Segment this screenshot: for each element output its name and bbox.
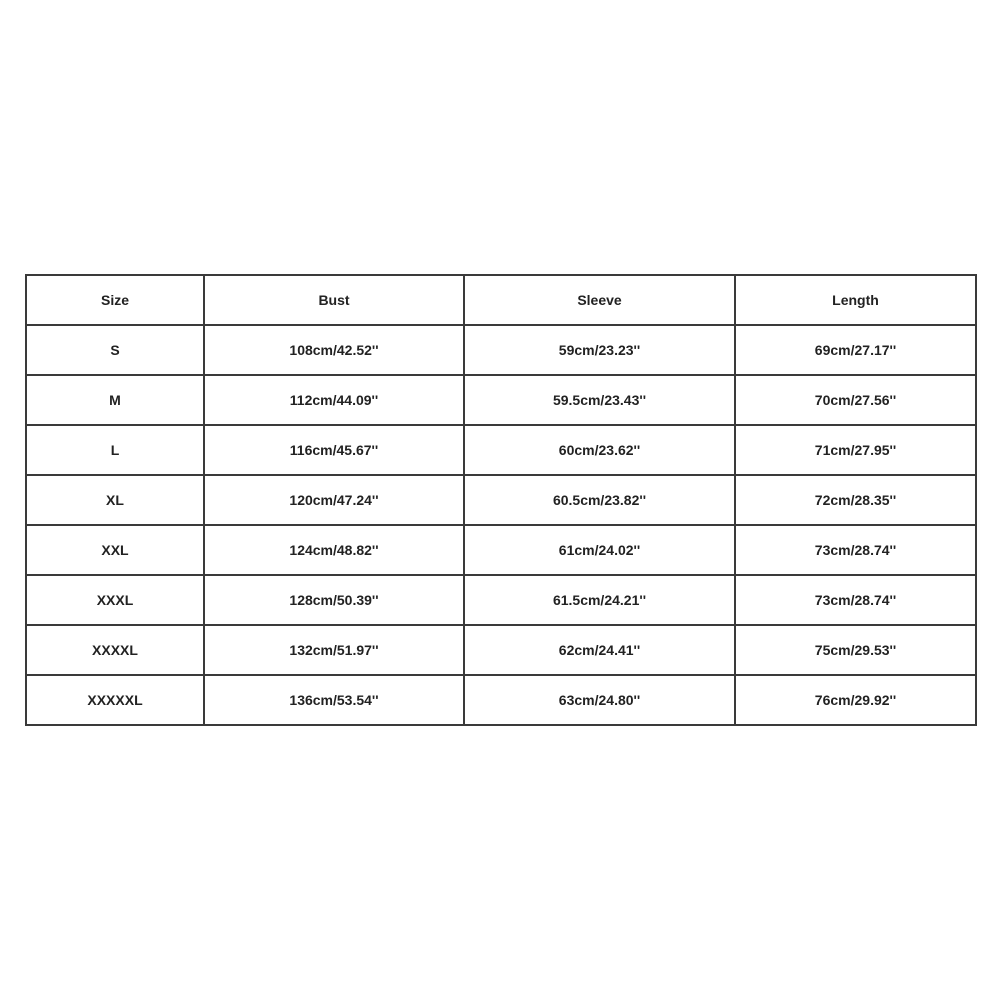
table-row — [26, 625, 976, 675]
cell-sleeve: 61cm/24.02'' — [464, 525, 735, 575]
cell-sleeve: 62cm/24.41'' — [464, 625, 735, 675]
cell-length: 76cm/29.92'' — [735, 675, 976, 725]
cell-bust: 128cm/50.39'' — [204, 575, 464, 625]
table-row — [26, 675, 976, 725]
cell-sleeve: 63cm/24.80'' — [464, 675, 735, 725]
header-sleeve: Sleeve — [464, 275, 735, 325]
cell-bust: 112cm/44.09'' — [204, 375, 464, 425]
cell-bust: 136cm/53.54'' — [204, 675, 464, 725]
cell-size: XXL — [26, 525, 204, 575]
cell-size: L — [26, 425, 204, 475]
table-row — [26, 575, 976, 625]
cell-length: 70cm/27.56'' — [735, 375, 976, 425]
size-chart-table — [25, 274, 977, 726]
cell-sleeve: 60.5cm/23.82'' — [464, 475, 735, 525]
cell-size: XXXXXL — [26, 675, 204, 725]
cell-length: 73cm/28.74'' — [735, 575, 976, 625]
table-row — [26, 325, 976, 375]
table-row — [26, 425, 976, 475]
header-row — [26, 275, 976, 325]
cell-length: 71cm/27.95'' — [735, 425, 976, 475]
cell-sleeve: 61.5cm/24.21'' — [464, 575, 735, 625]
header-length: Length — [735, 275, 976, 325]
table-row — [26, 475, 976, 525]
table-row — [26, 375, 976, 425]
table-header — [26, 275, 976, 325]
cell-bust: 132cm/51.97'' — [204, 625, 464, 675]
table-body — [26, 325, 976, 725]
cell-bust: 116cm/45.67'' — [204, 425, 464, 475]
cell-bust: 108cm/42.52'' — [204, 325, 464, 375]
cell-size: XL — [26, 475, 204, 525]
cell-length: 75cm/29.53'' — [735, 625, 976, 675]
cell-sleeve: 59.5cm/23.43'' — [464, 375, 735, 425]
cell-bust: 120cm/47.24'' — [204, 475, 464, 525]
table-row — [26, 525, 976, 575]
cell-length: 73cm/28.74'' — [735, 525, 976, 575]
cell-sleeve: 60cm/23.62'' — [464, 425, 735, 475]
header-bust: Bust — [204, 275, 464, 325]
cell-size: XXXXL — [26, 625, 204, 675]
cell-length: 69cm/27.17'' — [735, 325, 976, 375]
header-size: Size — [26, 275, 204, 325]
cell-sleeve: 59cm/23.23'' — [464, 325, 735, 375]
cell-length: 72cm/28.35'' — [735, 475, 976, 525]
cell-size: S — [26, 325, 204, 375]
cell-bust: 124cm/48.82'' — [204, 525, 464, 575]
cell-size: M — [26, 375, 204, 425]
cell-size: XXXL — [26, 575, 204, 625]
